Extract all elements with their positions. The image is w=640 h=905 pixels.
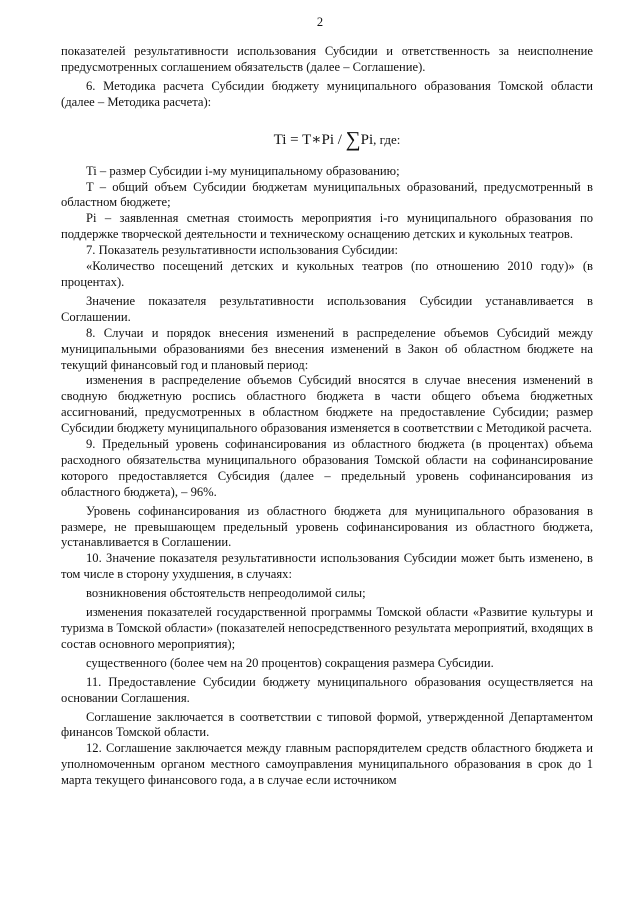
paragraph-12: 12. Соглашение заключается между главным распорядителем средств областного бюджета и уполномоченным органом местного самоуправления муниципального образования в срок до 1 марта текущего финансового года, а в случае если источником (61, 741, 593, 788)
paragraph-11: 11. Предоставление Субсидии бюджету муниципального образования осуществляется на основании Соглашения. (61, 674, 593, 705)
paragraph-8: 8. Случаи и порядок внесения изменений в распределение объемов Субсидий между муниципальными образованиями без внесения изменений в Закон об областном бюджете на текущий финансовый год и плановый период: (61, 325, 593, 372)
paragraph-t-definition: T – общий объем Субсидии бюджетам муниципальных образований, предусмотренный в областном бюджете; (61, 179, 593, 210)
formula-divide: / (334, 131, 346, 148)
paragraph-subsidy-reduction: существенного (более чем на 20 процентов) сокращения размера Субсидии. (86, 655, 494, 670)
paragraph-indicator-quote: «Количество посещений детских и кукольных театров (по отношению 2010 году)» (в процентах). (61, 259, 593, 289)
paragraph-1: показателей результативности использования Субсидии и ответственность за неисполнение предусмотренных соглашением обязательств (далее – Соглашение). (61, 44, 593, 74)
formula (61, 127, 593, 150)
page-number: 2 (316, 15, 324, 29)
formula-numerator: Pi (321, 131, 334, 148)
formula-denominator: Pi (360, 131, 374, 148)
paragraph-8-changes: изменения в распределение объемов Субсидий вносятся в случае внесения изменений в сводную бюджетную роспись областного бюджета в части общего объема бюджетных ассигнований, предусмотренных в областном бюджете на предоставление Субсидии; размер Субсидии бюджету муниципального образования изменяется в соответствии с Методикой расчета. (61, 373, 593, 436)
paragraph-7: 7. Показатель результативности использования Субсидии: (86, 243, 399, 258)
paragraph-indicator-value: Значение показателя результативности использования Субсидии устанавливается в Соглашении. (61, 293, 593, 324)
paragraph-program-changes: изменения показателей государственной программы Томской области «Развитие культуры и туризма в Томской области» (показателей непосредственного результата мероприятий, входящих в состав основного мероприятия); (61, 605, 593, 651)
formula-lhs: Ti = T (273, 131, 312, 148)
document-body (61, 44, 593, 789)
paragraph-force-majeure: возникновения обстоятельств непреодолимой силы; (86, 586, 366, 601)
formula-suffix: , где: (373, 131, 401, 147)
sum-icon: ∑ (345, 126, 361, 151)
paragraph-agreement-form: Соглашение заключается в соответствии с типовой формой, утвержденной Департаментом финансов Томской области. (61, 709, 593, 740)
paragraph-9: 9. Предельный уровень софинансирования из областного бюджета (в процентах) объема расходного обязательства муниципального образования Томской области на софинансирование которого предоставляется Субсидия (далее – предельный уровень софинансирования из областного бюджета), – 96%. (61, 437, 593, 499)
paragraph-cofinancing-level: Уровень софинансирования из областного бюджета для муниципального образования в размере, не превышающем предельный уровень софинансирования из областного бюджета, устанавливается в Соглашении. (61, 503, 593, 550)
paragraph-methodology: 6. Методика расчета Субсидии бюджету муниципального образования Томской области (далее – Методика расчета): (61, 78, 593, 109)
formula-multiply: ∗ (311, 131, 322, 148)
paragraph-pi-definition: Pi – заявленная сметная стоимость мероприятия i-го муниципального образования по поддержке творческой деятельности и техническому оснащению детских и кукольных театров. (61, 211, 593, 242)
paragraph-10: 10. Значение показателя результативности использования Субсидии может быть изменено, в том числе в сторону ухудшения, в случаях: (61, 551, 593, 582)
paragraph-ti-definition: Ti – размер Субсидии i-му муниципальному образованию; (86, 163, 400, 178)
